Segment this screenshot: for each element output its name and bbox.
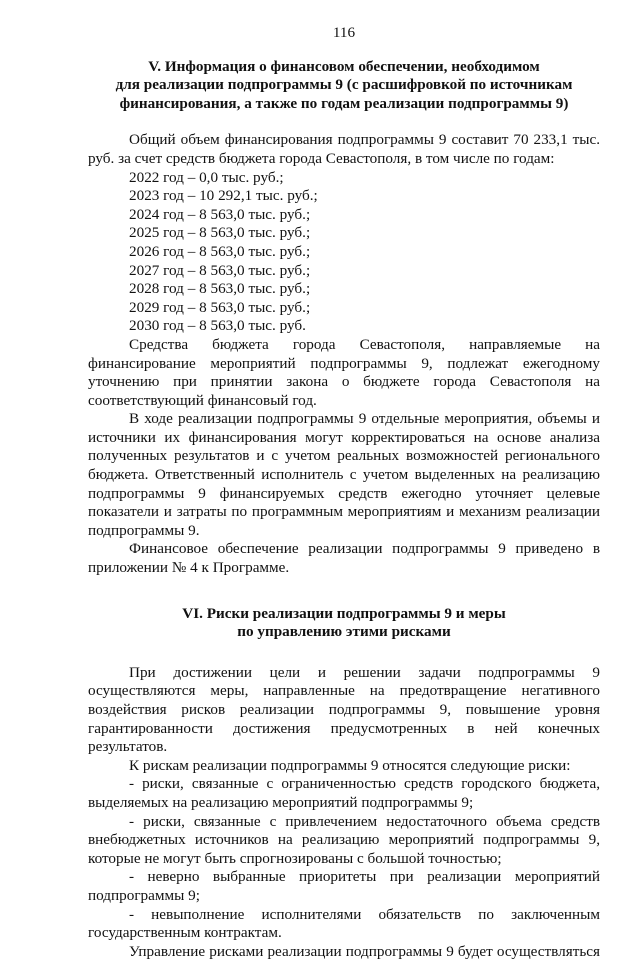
section-6-title-line: по управлению этими рисками	[237, 623, 451, 641]
funding-year-item: 2030 год – 8 563,0 тыс. руб.	[129, 317, 306, 335]
section-5-title-line: для реализации подпрограммы 9 (с расшифровкой по источникам	[115, 76, 573, 94]
funding-year-item: 2026 год – 8 563,0 тыс. руб.;	[129, 242, 311, 260]
funding-year-item: 2028 год – 8 563,0 тыс. руб.;	[129, 280, 311, 298]
funding-year-item: 2027 год – 8 563,0 тыс. руб.;	[129, 261, 311, 279]
funding-year-item: 2024 год – 8 563,0 тыс. руб.;	[129, 205, 311, 223]
page-number: 116	[332, 24, 356, 41]
funding-intro-paragraph: Общий объем финансирования подпрограммы 9 составит 70 233,1 тыс. руб. за счет средств бюджета города Севастополя, в том числе по годам:	[88, 131, 600, 167]
adjustment-paragraph: В ходе реализации подпрограммы 9 отдельные мероприятия, объемы и источники их финансирования могут корректироваться на основе анализа полученных результатов и с учетом реальных возможностей регионального бюджета. Ответственный исполнитель с учетом выделенных на реализацию подпрограммы 9 финансируемых средств ежегодно уточняет целевые показатели и затраты по программным мероприятиям и механизм реализации подпрограммы 9.	[88, 410, 600, 539]
appendix-reference-paragraph: Финансовое обеспечение реализации подпрограммы 9 приведено в приложении № 4 к Программе.	[88, 540, 600, 577]
budget-funds-paragraph: Средства бюджета города Севастополя, направляемые на финансирование мероприятий подпрограммы 9, подлежат ежегодному уточнению при принятии закона о бюджете города Севастополя на соответствующий финансовый год.	[88, 335, 600, 409]
risk-item: - риски, связанные с привлечением недостаточного объема средств внебюджетных источников на реализацию мероприятий подпрограммы 9, которые не могут быть спрогнозированы с большой точностью;	[88, 812, 600, 867]
section-6-title-line: VI. Риски реализации подпрограммы 9 и меры	[182, 604, 506, 622]
risk-management-paragraph: Управление рисками реализации подпрограммы 9 будет осуществляться	[129, 942, 600, 960]
document-page	[88, 24, 600, 961]
spacer	[88, 113, 600, 131]
section-6-title	[88, 605, 600, 642]
risk-item: - невыполнение исполнителями обязательств по заключенным государственным контрактам.	[88, 905, 600, 942]
risks-intro-paragraph: К рискам реализации подпрограммы 9 относятся следующие риски:	[129, 756, 571, 774]
section-5-title	[88, 58, 600, 114]
funding-year-item: 2029 год – 8 563,0 тыс. руб.;	[129, 298, 311, 316]
section-5-title-line: финансирования, а также по годам реализации подпрограммы 9)	[119, 94, 569, 112]
funding-year-item: 2025 год – 8 563,0 тыс. руб.;	[129, 224, 311, 242]
spacer	[88, 578, 600, 605]
risk-item: - неверно выбранные приоритеты при реализации мероприятий подпрограммы 9;	[88, 868, 600, 904]
funding-year-item: 2022 год – 0,0 тыс. руб.;	[129, 168, 284, 186]
risk-item: - риски, связанные с ограниченностью средств городского бюджета, выделяемых на реализацию мероприятий подпрограммы 9;	[88, 775, 600, 811]
risk-measures-paragraph: При достижении цели и решении задачи подпрограммы 9 осуществляются меры, направленные на предотвращение негативного воздействия рисков реализации подпрограммы 9, повышение уровня гарантированности достижения предусмотренных в ней конечных результатов.	[88, 663, 600, 756]
spacer	[88, 642, 600, 664]
section-5-title-line: V. Информация о финансовом обеспечении, необходимом	[148, 57, 540, 75]
funding-year-item: 2023 год – 10 292,1 тыс. руб.;	[129, 187, 318, 205]
funding-by-year-list	[88, 169, 600, 336]
